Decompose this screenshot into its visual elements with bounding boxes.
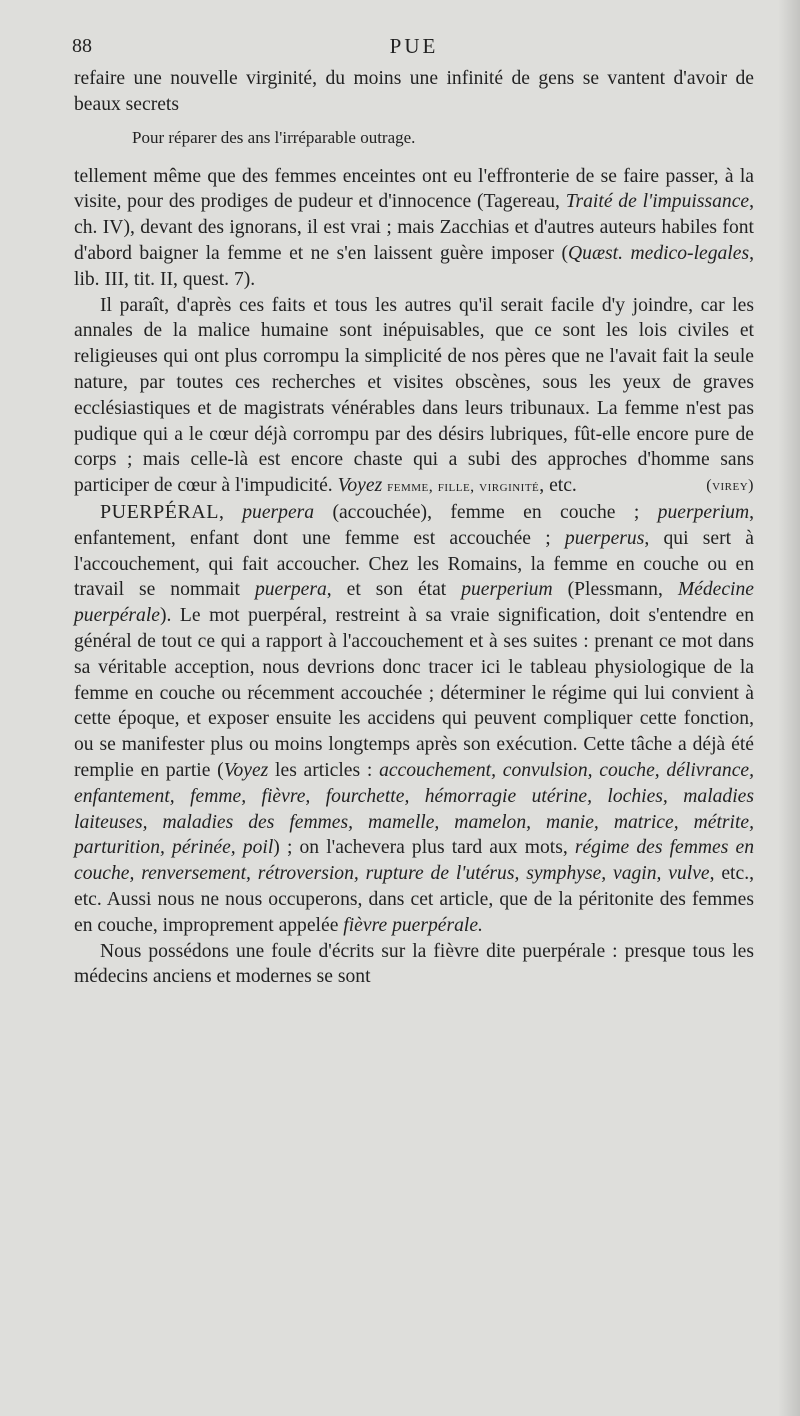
paragraph-last: Nous possédons une foule d'écrits sur la fièvre dite puerpérale : presque tous les médecins anciens et modernes se sont [74, 940, 754, 988]
author-signature: (virey) [706, 477, 754, 495]
entry-headword: PUERPÉRAL [100, 500, 219, 523]
page-number: 88 [72, 35, 92, 57]
page-text [74, 34, 754, 990]
paragraph-2: Il paraît, d'après ces faits et tous les autres qu'il serait facile d'y joindre, car les annales de la malice humaine sont inépuisables, que ce sont les lois civiles et religieuses qui ont plus corrompu la simplicité de nos pères que ne l'avait fait la seule nature, par toutes ces recherches et visites obscènes, sous les yeux de graves ecclésiastiques et de magistrats vénérables dans leurs tribunaux. La femme n'est pas pudique qui a le cœur déjà corrompu par des désirs lubriques, fût-elle encore pure de corps ; mais celle-là est encore chaste qui a subi des approches d'homme sans participer de cœur à l'impudicité. Voyez femme, fille, virginité, etc. (virey) [74, 293, 754, 500]
entry-puerperal: PUERPÉRAL, puerpera (accouchée), femme en couche ; puerperium, enfantement, enfant dont une femme est accouchée ; puerperus, qui sert à l'accouchement, qui fait accoucher. Chez les Romains, la femme en couche ou en travail se nommait puerpera, et son état puerperium (Plessmann, Médecine puerpérale). Le mot puerpéral, restreint à sa vraie signification, doit s'entendre en général de tout ce qui a rapport à l'accouchement et à ses suites : prenant ce mot dans sa véritable acception, nous devrions donc tracer ici le tableau physiologique de la femme en couche ou récemment accouchée ; déterminer le régime qui lui convient à cette époque, et exposer ensuite les accidens qui peuvent compliquer cette fonction, ou se manifester plus ou moins longtemps après son exécution. Cette tâche a déjà été remplie en partie (Voyez les articles : accouchement, convulsion, couche, délivrance, enfantement, femme, fièvre, fourchette, hémorragie utérine, lochies, maladies laiteuses, maladies des femmes, mamelle, mamelon, manie, matrice, métrite, parturition, périnée, poil) ; on l'achevera plus tard aux mots, régime des femmes en couche, renversement, rétroversion, rupture de l'utérus, symphyse, vagin, vulve, etc., etc. Aussi nous ne nous occuperons, dans cet article, que de la péritonite des femmes en couche, improprement appelée fièvre puerpérale. [74, 500, 755, 936]
paragraph-continuation: refaire une nouvelle virginité, du moins une infinité de gens se vantent d'avoir de beaux secrets [74, 68, 754, 115]
bottom-margin [0, 1280, 800, 1416]
paragraph-1: tellement même que des femmes enceintes ont eu l'effronterie de se faire passer, à la visite, pour des prodiges de pudeur et d'innocence (Tagereau, Traité de l'impuissance, ch. IV), devant des ignorans, il est vrai ; mais Zacchias et d'autres auteurs habiles font d'abord baigner la femme et ne s'en laissent guère imposer (Quæst. medico-legales, lib. III, tit. II, quest. 7). [74, 165, 754, 290]
verse-quote: Pour réparer des ans l'irréparable outrage. [132, 127, 416, 147]
running-title: PUE [389, 34, 439, 58]
page-header [74, 34, 754, 66]
page-edge-shadow [778, 0, 800, 1416]
